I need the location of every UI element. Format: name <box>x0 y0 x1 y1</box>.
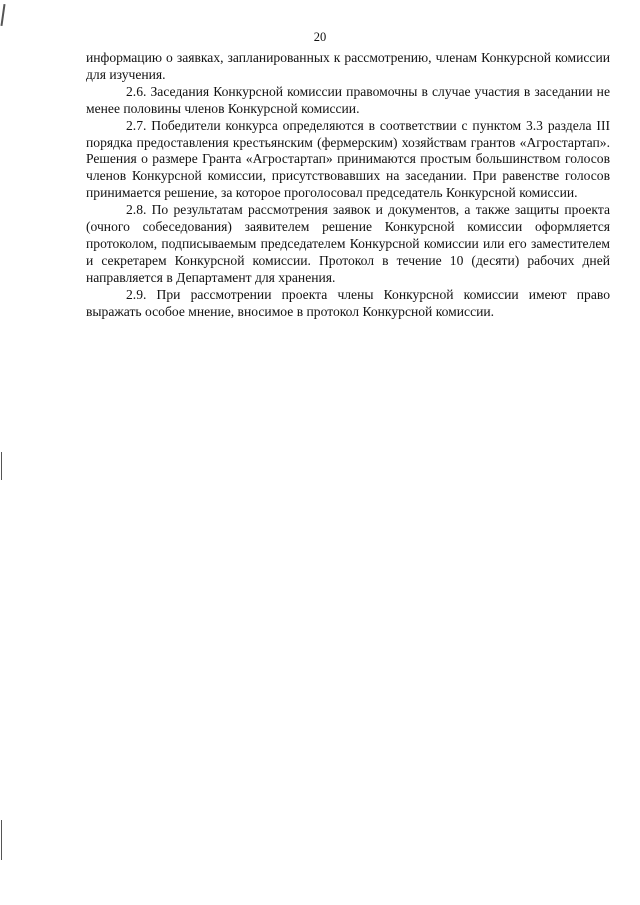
paragraph-2-9: 2.9. При рассмотрении проекта члены Конкурсной комиссии имеют право выражать особое мнение, вносимое в протокол Конкурсной комиссии. <box>86 286 610 319</box>
paragraph-continuation: информацию о заявках, запланированных к рассмотрению, членам Конкурсной комиссии для изучения. <box>86 50 610 82</box>
paragraph-2-7: 2.7. Победители конкурса определяются в соответствии с пунктом 3.3 раздела III порядка предоставления крестьянским (фермерским) хозяйствам грантов «Агростартап». Решения о размере Гранта «Агростартап» принимаются простым большинством голосов членов Конкурсной комиссии, присутствовавших на заседании. При равенстве голосов принимается решение, за которое проголосовал председатель Конкурсной комиссии. <box>86 117 610 201</box>
paragraph-2-6: 2.6. Заседания Конкурсной комиссии правомочны в случае участия в заседании не менее половины членов Конкурсной комиссии. <box>86 83 610 116</box>
paragraph-2-8: 2.8. По результатам рассмотрения заявок и документов, а также защиты проекта (очного собеседования) заявителем решение Конкурсной комиссии оформляется протоколом, подписываемым председателем Конкурсной комиссии или его заместителем и секретарем Конкурсной комиссии. Протокол в течение 10 (десяти) рабочих дней направляется в Департамент для хранения. <box>86 202 610 285</box>
scan-edge-mark <box>1 452 2 480</box>
document-body <box>86 50 610 321</box>
scan-edge-mark <box>1 820 2 860</box>
page-number: 20 <box>313 30 327 44</box>
scan-edge-mark <box>0 4 5 26</box>
